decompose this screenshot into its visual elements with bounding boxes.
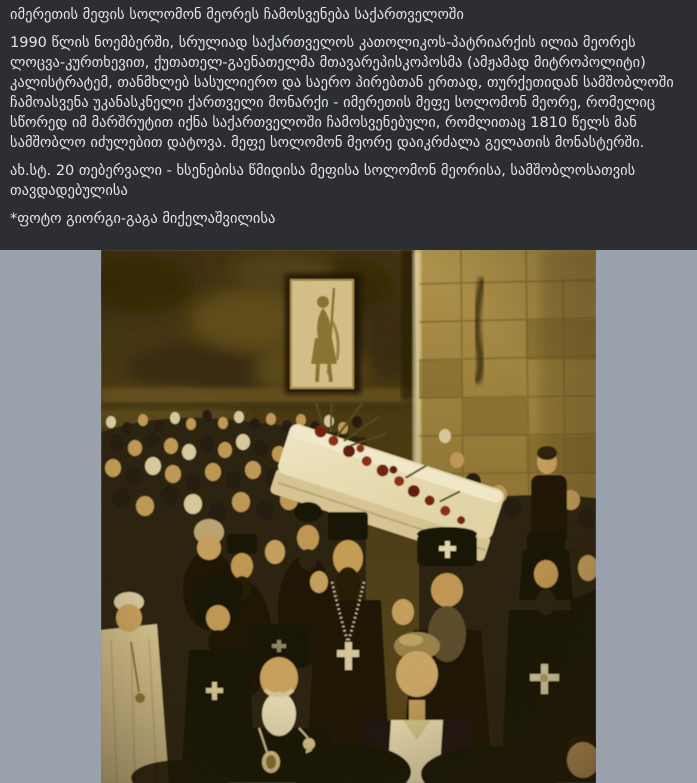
post-title: იმერეთის მეფის სოლომონ მეორეს ჩამოსვენება საქართველოში (10, 7, 464, 23)
post-text-block (0, 0, 697, 250)
film-grain (101, 250, 596, 783)
funeral-procession-photo-illustration (101, 250, 596, 783)
post-paragraph-2: ახ.სტ. 20 თებერვალი - ხსენებისა წმიდისა მეფისა სოლომონ მეორისა, სამშობლოსათვის თავდადებულისა (10, 163, 636, 199)
post-paragraph-3: *ფოტო გიორგი-გაგა მიქელაშვილისა (10, 211, 276, 227)
post-photo[interactable] (101, 250, 596, 783)
photo-backdrop (0, 250, 697, 783)
post-paragraph-1: 1990 წლის ნოემბერში, სრულიად საქართველოს კათოლიკოს-პატრიარქის ილია მეორეს ლოცვა-კურთხევით, ქუთათელ-გაენათელმა მთავარეპისკოპოსმა (ამჟამად მიტროპოლიტი) კალისტრატემ, თანმხლებ სასულიერო და საერო პირებთან ერთად, თურქეთიდან სამშობლოში ჩამოასვენა უკანასკნელი ქართველი მონარქი - იმერეთის მეფე სოლომონ მეორე, რომელიც სწორედ იმ მარშრუტით იქნა საქართველოში ჩამოსვენებული, რომლითაც 1810 წელს მან სამშობლო იძულებით დატოვა. მეფე სოლომონ მეორე დაიკრძალა გელათის მონასტერში. (10, 35, 674, 151)
